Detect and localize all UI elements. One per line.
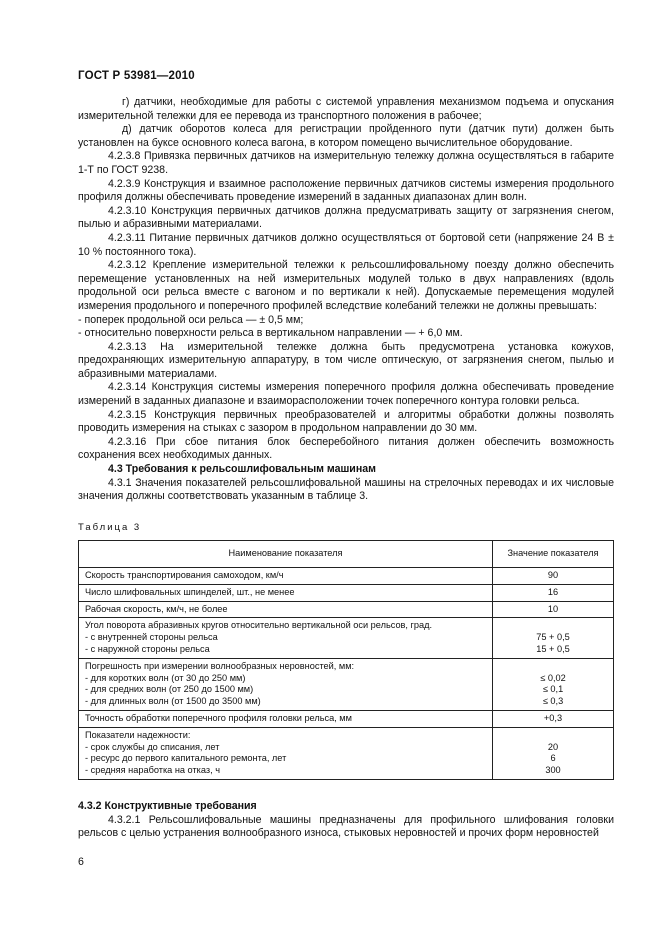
table-3 <box>78 540 614 780</box>
table-cell-line: Угол поворота абразивных кругов относительно вертикальной оси рельсов, град. <box>85 620 433 631</box>
table-cell-line: Число шлифовальных шпинделей, шт., не менее <box>85 586 295 597</box>
section-heading-4-3: 4.3 Требования к рельсошлифовальным машинам <box>108 463 376 476</box>
table-cell-line: Показатели надежности: <box>85 729 191 740</box>
table-cell-line: - средняя наработка на отказ, ч <box>85 765 221 776</box>
table-cell-value-line: 300 <box>545 765 561 776</box>
table-body <box>79 568 614 780</box>
table-row <box>79 658 614 710</box>
table-cell-value-line: ≤ 0,1 <box>542 684 564 695</box>
table-cell-value-line <box>499 661 607 673</box>
table-cell-value-line: 20 <box>547 741 559 752</box>
table-cell-value-line <box>499 620 607 632</box>
table-cell-name <box>79 710 493 727</box>
paragraph-item-g: г) датчики, необходимые для работы с системой управления механизмом подъема и опускания измерительной тележки для ее перевода из транспортного положения в рабочее; <box>78 96 614 122</box>
table-cell-name <box>79 727 493 779</box>
column-header-value: Значение показателя <box>493 541 614 568</box>
table-cell-value <box>493 658 614 710</box>
paragraph-4-2-3-12: 4.2.3.12 Крепление измерительной тележки к рельсошлифовальному поезду должно обеспечить перемещение установленных на ней измерительных модулей только в двух направлениях (вдоль продольной оси рельса вместе с вагоном и по вертикали к ней). Допускаемые перемещения модулей измерения продольного и поперечного профилей вследствие колебаний тележки не должны превышать: <box>78 259 614 312</box>
section-heading-4-3-2: 4.3.2 Конструктивные требования <box>78 800 257 812</box>
table-cell-line: Рабочая скорость, км/ч, не более <box>85 603 228 614</box>
paragraph-4-3-1: 4.3.1 Значения показателей рельсошлифовальной машины на стрелочных переводах и их числовые значения должны соответствовать указанным в таблице 3. <box>78 476 614 503</box>
table-cell-value-line: ≤ 0,3 <box>542 696 564 707</box>
table-cell-value-line: 75 + 0,5 <box>536 632 570 643</box>
list-item-vertical: - относительно поверхности рельса в вертикальном направлении — + 6,0 мм. <box>78 327 463 340</box>
column-header-name: Наименование показателя <box>79 541 493 568</box>
paragraph-4-2-3-9: 4.2.3.9 Конструкция и взаимное расположение первичных датчиков системы измерения продольного профиля должны обеспечивать проведение измерений в заданных диапазонах длин волн. <box>78 177 614 204</box>
table-caption: Таблица 3 <box>78 522 142 533</box>
table-row <box>79 710 614 727</box>
paragraph-4-2-3-13: 4.2.3.13 На измерительной тележке должна быть предусмотрена установка кожухов, предохраняющих измерительную аппаратуру, в том числе оптическую, от загрязнения снегом, пылью и абразивными материалами. <box>78 340 614 380</box>
paragraph-4-2-3-10: 4.2.3.10 Конструкция первичных датчиков должна предусматривать защиту от загрязнения снегом, пылью и абразивными материалами. <box>78 204 614 231</box>
table-cell-line: - для коротких волн (от 30 до 250 мм) <box>85 672 246 683</box>
table-cell-value <box>493 568 614 585</box>
table-cell-line: - для средних волн (от 250 до 1500 мм) <box>85 684 254 695</box>
paragraph-item-d: д) датчик оборотов колеса для регистрации пройденного пути (датчик пути) должен быть установлен на буксе основного колеса вагона, в котором помещено вычислительное оборудование. <box>78 123 614 149</box>
paragraph-4-2-3-8: 4.2.3.8 Привязка первичных датчиков на измерительную тележку должна осуществляться в габарите 1-Т по ГОСТ 9238. <box>78 150 614 176</box>
table-cell-value-line: ≤ 0,02 <box>540 672 566 683</box>
table-cell-value <box>493 584 614 601</box>
table-cell-value-line: 10 <box>547 603 559 614</box>
table-row <box>79 568 614 585</box>
body-text <box>78 96 614 504</box>
table-cell-value <box>493 601 614 618</box>
table-cell-value-line: +0,3 <box>543 712 563 723</box>
paragraph-4-2-3-11: 4.2.3.11 Питание первичных датчиков должно осуществляться от бортовой сети (напряжение 24 В ± 10 % постоянного тока). <box>78 231 614 258</box>
table-cell-value-line <box>499 730 607 742</box>
table-cell-name <box>79 618 493 658</box>
table-row <box>79 584 614 601</box>
paragraph-4-2-3-14: 4.2.3.14 Конструкция системы измерения поперечного профиля должна обеспечивать проведение измерений в заданных диапазоне и взаиморасположении точек поперечного контура головки рельса. <box>78 381 614 408</box>
table-cell-value-line: 90 <box>547 570 559 580</box>
paragraph-4-3-2-1: 4.3.2.1 Рельсошлифовальные машины предназначены для профильного шлифования головки рельсов с целью устранения волнообразного износа, стыковых неровностей и прочих форм неровностей <box>78 813 614 840</box>
page-number: 6 <box>78 856 84 868</box>
table-cell-value <box>493 618 614 658</box>
table-cell-line: - с наружной стороны рельса <box>85 643 210 654</box>
section-4-3-2 <box>78 800 614 841</box>
table-cell-name <box>79 658 493 710</box>
table-cell-line: Скорость транспортирования самоходом, км/ч <box>85 570 284 580</box>
table-row <box>79 601 614 618</box>
table-cell-line: - с внутренней стороны рельса <box>85 632 218 643</box>
table-cell-line: Точность обработки поперечного профиля головки рельса, мм <box>85 712 352 723</box>
paragraph-4-2-3-15: 4.2.3.15 Конструкция первичных преобразователей и алгоритмы обработки должны позволять проводить измерения на стыках с зазором в продольном направлении до 30 мм. <box>78 408 614 435</box>
table-cell-value-line: 6 <box>550 753 556 764</box>
table-cell-name <box>79 584 493 601</box>
table-cell-line: - срок службы до списания, лет <box>85 741 220 752</box>
table-cell-value <box>493 710 614 727</box>
table-row <box>79 618 614 658</box>
table-cell-name <box>79 601 493 618</box>
document-header: ГОСТ Р 53981—2010 <box>78 70 195 82</box>
table-header-row <box>79 541 614 568</box>
table-cell-value-line: 16 <box>547 586 559 597</box>
paragraph-4-2-3-16: 4.2.3.16 При сбое питания блок бесперебойного питания должен обеспечить возможность сохранения всех необходимых данных. <box>78 435 614 462</box>
list-item-transverse: - поперек продольной оси рельса — ± 0,5 мм; <box>78 313 304 326</box>
table-cell-value-line: 15 + 0,5 <box>536 643 570 654</box>
table-cell-line: - для длинных волн (от 1500 до 3500 мм) <box>85 696 261 707</box>
table-cell-line: - ресурс до первого капитального ремонта, лет <box>85 753 287 764</box>
table-cell-name <box>79 568 493 585</box>
table-row <box>79 727 614 779</box>
table-cell-line: Погрешность при измерении волнообразных неровностей, мм: <box>85 660 355 671</box>
table-cell-value <box>493 727 614 779</box>
